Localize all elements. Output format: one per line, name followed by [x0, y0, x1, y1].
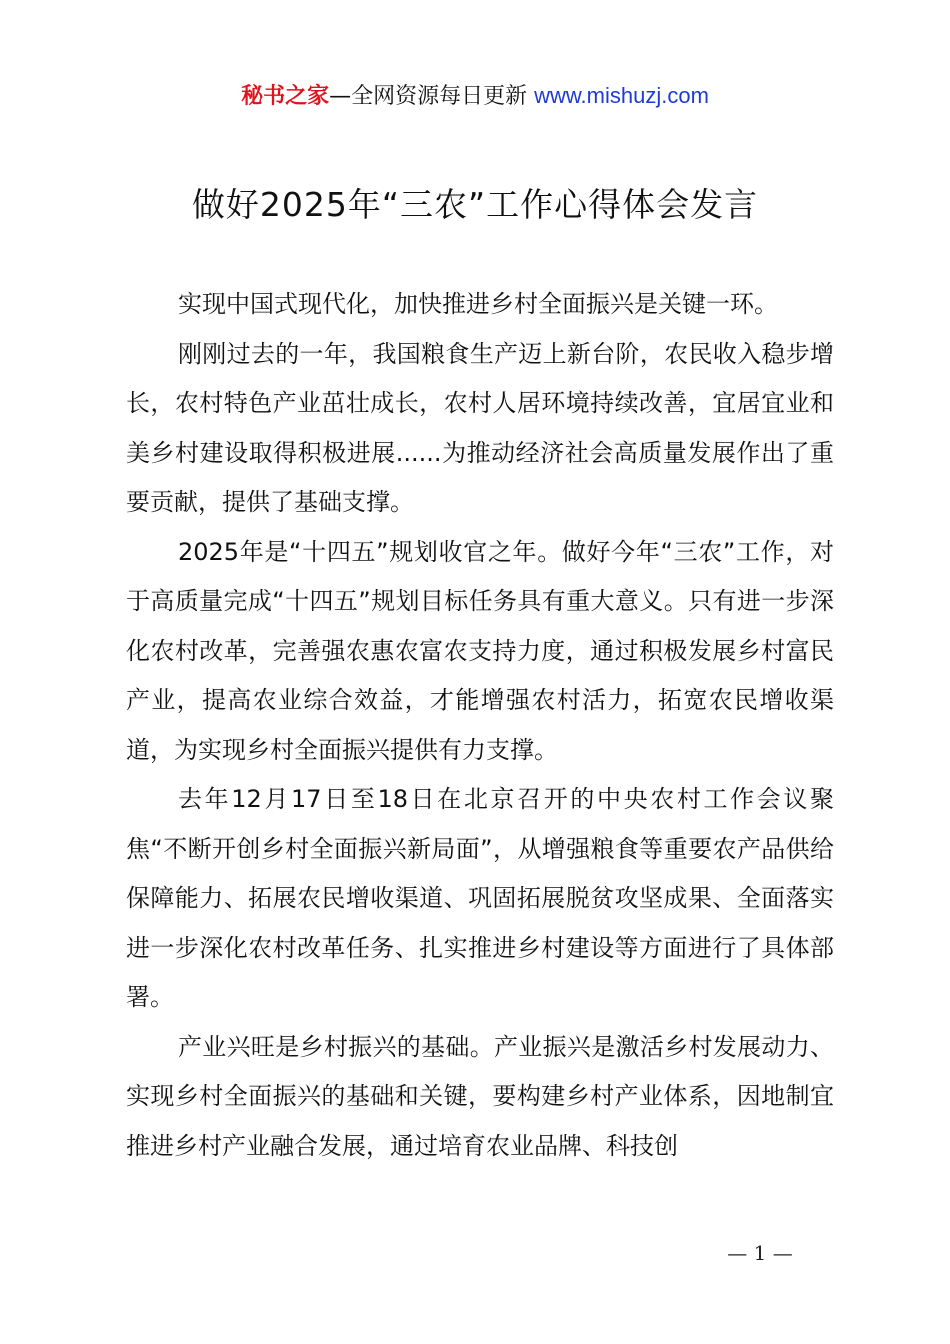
site-header [0, 80, 950, 113]
paragraph: 实现中国式现代化，加快推进乡村全面振兴是关键一环。 [178, 290, 778, 318]
document-body [126, 280, 834, 1171]
page-number: — 1 — [727, 1241, 793, 1265]
paragraph: 2025年是“十四五”规划收官之年。做好今年“三农”工作，对于高质量完成“十四五”规划目标任务具有重大意义。只有进一步深化农村改革，完善强农惠农富农支持力度，通过积极发展乡村富民产业，提高农业综合效益，才能增强农村活力，拓宽农民增收渠道，为实现乡村全面振兴提供有力支撑。 [126, 537, 834, 764]
document-title: 做好2025年“三农”工作心得体会发言 [191, 185, 759, 224]
site-tagline: —全网资源每日更新 [329, 84, 528, 109]
paragraph: 去年12月17日至18日在北京召开的中央农村工作会议聚焦“不断开创乡村全面振兴新局面”，从增强粮食等重要农产品供给保障能力、拓展农民增收渠道、巩固拓展脱贫攻坚成果、全面落实进一步深化农村改革任务、扎实推进乡村建设等方面进行了具体部署。 [126, 785, 834, 1011]
paragraph: 刚刚过去的一年，我国粮食生产迈上新台阶，农民收入稳步增长，农村特色产业茁壮成长，农村人居环境持续改善，宜居宜业和美乡村建设取得积极进展......为推动经济社会高质量发展作出了重要贡献，提供了基础支撑。 [126, 339, 834, 516]
site-url-link[interactable]: www.mishuzj.com [534, 83, 709, 108]
paragraph: 产业兴旺是乡村振兴的基础。产业振兴是激活乡村发展动力、实现乡村全面振兴的基础和关键，要构建乡村产业体系，因地制宜推进乡村产业融合发展，通过培育农业品牌、科技创 [126, 1032, 834, 1160]
site-brand: 秘书之家 [241, 84, 330, 109]
